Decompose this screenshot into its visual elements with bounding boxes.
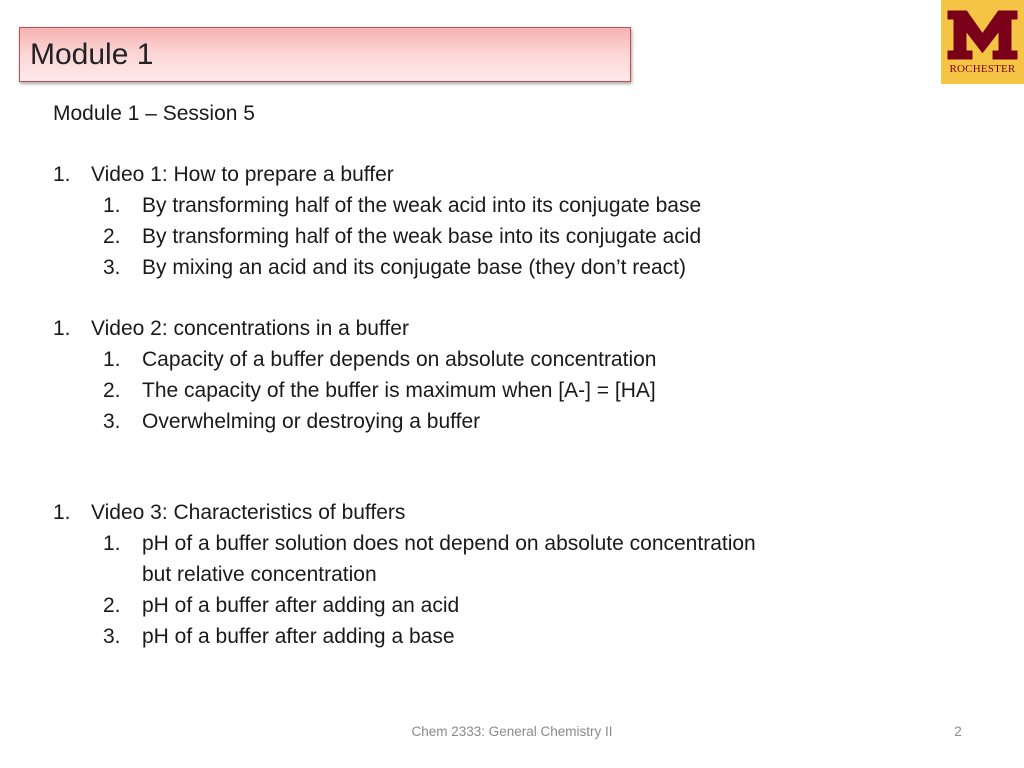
sub-item-number: 3. <box>103 625 121 648</box>
sub-item-number: 1. <box>103 348 121 371</box>
footer-page-number: 2 <box>954 724 962 739</box>
sub-item-text: pH of a buffer solution does not depend on absolute concentration <box>142 532 756 555</box>
video-number: 1. <box>53 317 71 340</box>
sub-item-text: The capacity of the buffer is maximum when [A-] = [HA] <box>142 379 656 402</box>
sub-item-text: By mixing an acid and its conjugate base (they don’t react) <box>142 256 686 279</box>
university-m-logo-icon <box>945 6 1020 62</box>
sub-item-text: By transforming half of the weak acid into its conjugate base <box>142 194 702 217</box>
slide-title: Module 1 <box>30 38 154 71</box>
sub-item-number: 2. <box>103 225 121 248</box>
footer-course: Chem 2333: General Chemistry II <box>411 724 613 739</box>
sub-item-text: By transforming half of the weak base into its conjugate acid <box>142 225 702 248</box>
sub-item-number: 3. <box>103 256 121 279</box>
slide-title-box <box>19 27 631 82</box>
video-title: Video 3: Characteristics of buffers <box>91 501 406 524</box>
sub-item-number: 1. <box>103 194 121 217</box>
logo-text: ROCHESTER <box>949 63 1016 75</box>
video-number: 1. <box>53 163 71 186</box>
sub-item-number: 2. <box>103 594 121 617</box>
sub-item-text: Capacity of a buffer depends on absolute concentration <box>142 348 657 371</box>
sub-item-text: pH of a buffer after adding an acid <box>142 594 460 617</box>
sub-item-number: 1. <box>103 532 121 555</box>
sub-item-number: 2. <box>103 379 121 402</box>
sub-item-text: but relative concentration <box>142 563 377 586</box>
session-heading: Module 1 – Session 5 <box>53 102 255 125</box>
sub-item-text: pH of a buffer after adding a base <box>142 625 455 648</box>
video-title: Video 2: concentrations in a buffer <box>91 317 409 340</box>
video-title: Video 1: How to prepare a buffer <box>91 163 394 186</box>
sub-item-text: Overwhelming or destroying a buffer <box>142 410 481 433</box>
sub-item-number: 3. <box>103 410 121 433</box>
university-logo <box>941 0 1024 84</box>
video-number: 1. <box>53 501 71 524</box>
